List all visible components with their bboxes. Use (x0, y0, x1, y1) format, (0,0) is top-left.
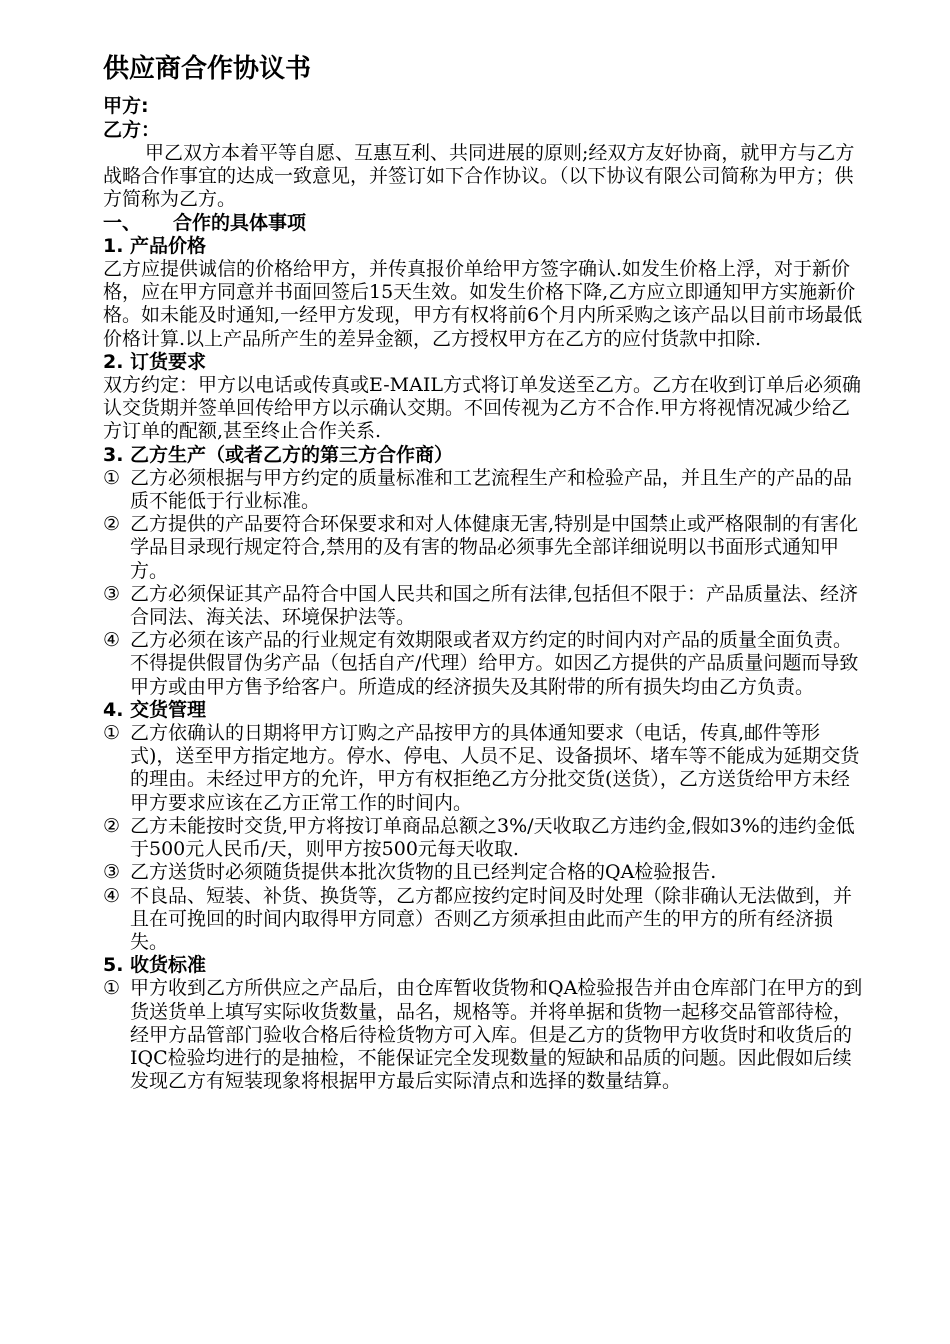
list-marker: ③ (103, 861, 121, 884)
subsection-heading-price: 1. 产品价格 (103, 234, 207, 257)
list-item-text: 不良品、短装、补货、换货等，乙方都应按约定时间及时处理（除非确认无法做到，并且在可挽回的时间内取得甲方同意）否则乙方须承担由此而产生的甲方的所有经济损失。 (130, 884, 853, 953)
party-a-label: 甲方: (103, 95, 149, 117)
document-title: 供应商合作协议书 (103, 54, 312, 84)
subsection-heading-receiving: 5. 收货标准 (103, 954, 207, 977)
list-item (103, 513, 863, 583)
list-item (103, 977, 863, 1093)
list-marker: ④ (103, 629, 121, 652)
list-marker: ② (103, 814, 121, 837)
list-item (103, 815, 863, 861)
list-item-text: 乙方送货时必须随货提供本批次货物的且已经判定合格的QA检验报告. (130, 861, 717, 884)
list-item-text: 乙方依确认的日期将甲方订购之产品按甲方的具体通知要求（电话，传真,邮件等形式)，送至甲方指定地方。停水、停电、人员不足、设备损坏、堵车等不能成为延期交货的理由。未经过甲方的允许，甲方有权拒绝乙方分批交货(送货），乙方送货给甲方未经甲方要求应该在乙方正常工作的时间内。 (130, 722, 860, 814)
section-heading (103, 212, 863, 235)
order-paragraph: 双方约定：甲方以电话或传真或E-MAIL方式将订单发送至乙方。乙方在收到订单后必须确认交货期并签单回传给甲方以示确认交期。不回传视为乙方不合作.甲方将视情况减少给乙方订单的配额,甚至终止合作关系. (103, 374, 861, 443)
list-marker: ③ (103, 582, 121, 605)
list-marker: ① (103, 466, 121, 489)
list-marker: ① (103, 977, 121, 1000)
list-marker: ① (103, 722, 121, 745)
list-item-text: 乙方必须保证其产品符合中国人民共和国之所有法律,包括但不限于：产品质量法、经济合同法、海关法、环境保护法等。 (130, 582, 859, 629)
list-item (103, 629, 863, 699)
list-item (103, 861, 863, 884)
section-number: 一、 (103, 211, 142, 234)
list-item (103, 467, 863, 513)
subsection-heading-order: 2. 订货要求 (103, 350, 207, 373)
list-marker: ② (103, 513, 121, 536)
intro-paragraph: 甲乙双方本着平等自愿、互惠互利、共同进展的原则;经双方友好协商，就甲方与乙方战略合作事宜的达成一致意见，并签订如下合作协议。（以下协议有限公司简称为甲方；供方简称为乙方。 (103, 142, 855, 211)
list-item-text: 乙方未能按时交货,甲方将按订单商品总额之3%/天收取乙方违约金,假如3%的违约金低于500元人民币/天，则甲方按500元每天收取. (130, 814, 855, 861)
document-page (103, 52, 863, 1093)
party-b-label: 乙方： (103, 119, 161, 141)
section-title: 合作的具体事项 (173, 211, 307, 234)
list-item-text: 乙方必须根据与甲方约定的质量标准和工艺流程生产和检验产品，并且生产的产品的品质不能低于行业标准。 (130, 466, 853, 513)
list-marker: ④ (103, 884, 121, 907)
list-item-text: 甲方收到乙方所供应之产品后，由仓库暂收货物和QA检验报告并由仓库部门在甲方的到货送货单上填写实际收货数量，品名，规格等。并将单据和货物一起移交品管部待检，经甲方品管部门验收合格后待检货物方可入库。但是乙方的货物甲方收货时和收货后的IQC检验均进行的是抽检，不能保证完全发现数量的短缺和品质的问题。因此假如后续发现乙方有短装现象将根据甲方最后实际清点和选择的数量结算。 (130, 977, 863, 1093)
price-paragraph: 乙方应提供诚信的价格给甲方，并传真报价单给甲方签字确认.如发生价格上浮，对于新价格，应在甲方同意并书面回签后15天生效。如发生价格下降,乙方应立即通知甲方实施新价格。如未能及时通知,一经甲方发现，甲方有权将前6个月内所采购之该产品以目前市场最低价格计算.以上产品所产生的差异金额，乙方授权甲方在乙方的应付货款中扣除. (103, 258, 863, 350)
list-item (103, 885, 863, 955)
list-item-text: 乙方提供的产品要符合环保要求和对人体健康无害,特别是中国禁止或严格限制的有害化学品目录现行规定符合,禁用的及有害的物品必须事先全部详细说明以书面形式通知甲方。 (130, 513, 859, 582)
subsection-heading-production: 3. 乙方生产（或者乙方的第三方合作商） (103, 443, 454, 466)
list-item (103, 722, 863, 815)
subsection-heading-delivery: 4. 交货管理 (103, 698, 207, 721)
list-item (103, 583, 863, 629)
list-item-text: 乙方必须在该产品的行业规定有效期限或者双方约定的时间内对产品的质量全面负责。不得提供假冒伪劣产品（包括自产/代理）给甲方。如因乙方提供的产品质量问题而导致甲方或由甲方售予给客户。所造成的经济损失及其附带的所有损失均由乙方负责。 (130, 629, 859, 698)
